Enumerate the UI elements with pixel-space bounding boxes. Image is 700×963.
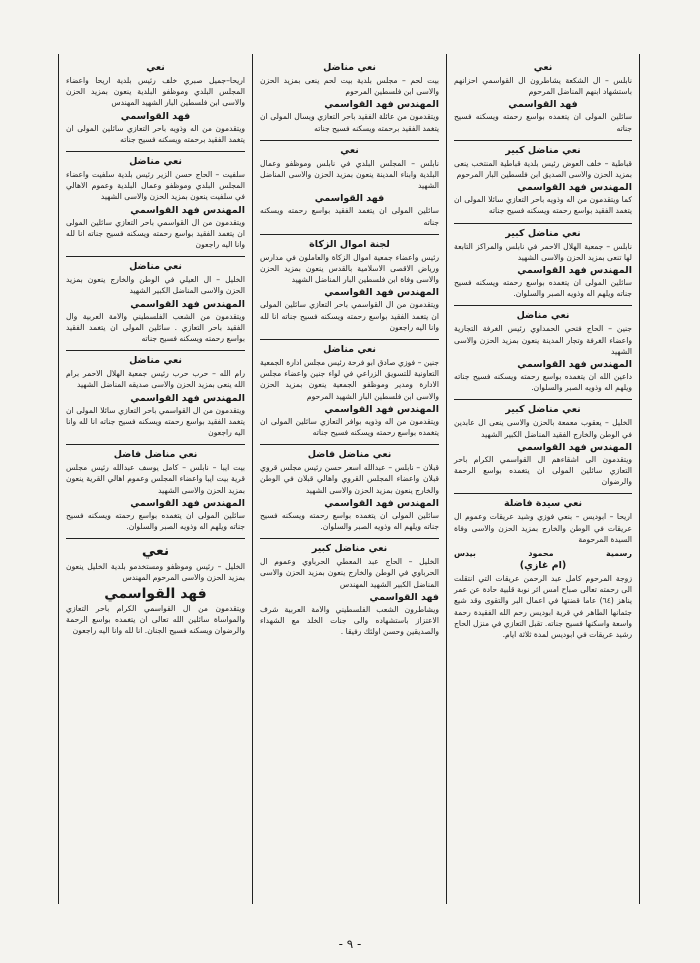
notice-signature: المهندس فهد القواسمي <box>130 298 245 310</box>
notice-text: الخليل – رئيس وموظفو ومستخدمو بلدية الخليل ينعون بمزيد الحزن والاسى المرحوم المهندس <box>66 562 245 583</box>
column-left <box>58 54 252 904</box>
notice <box>260 449 439 532</box>
notice-signature: المهندس فهد القواسمي <box>517 182 632 194</box>
notice-signature: المهندس فهد القواسمي <box>324 403 439 415</box>
notice-heading: نعي <box>146 62 165 73</box>
notice-closing: ويتقدمون من ال القواسمي الكرام باحر التعازي والمواساة سائلين الله تعالى ان يتغمده بواسع الرحمة والرضوان ويسكنه فسيح الجنان. انا لله وانا اليه راجعون <box>66 603 245 636</box>
divider <box>66 256 245 257</box>
notice <box>66 156 245 250</box>
divider <box>260 444 439 445</box>
notice <box>454 145 632 217</box>
notice-heading: نعي مناضل <box>129 261 182 273</box>
notice-heading: نعي مناضل فاضل <box>307 449 392 461</box>
notice-signature: فهد القواسمي <box>120 110 191 122</box>
notice-closing: سائلين المولى ان يتغمد الفقيد بواسع رحمته ويسكنه جناته <box>260 206 439 227</box>
notice-heading: نعي مناضل فاضل <box>113 449 198 461</box>
notice <box>454 498 632 640</box>
notice-heading: نعي مناضل <box>516 310 570 322</box>
notice-signature: المهندس فهد القواسمي <box>130 497 245 509</box>
notice <box>66 62 245 145</box>
notice-text: نابلس – جمعية الهلال الاحمر في نابلس والمراكز التابعة لها تنعى بمزيد الحزن والاسى الشهيد <box>454 241 632 262</box>
notice-text: نابلس – المجلس البلدي في نابلس وموظفو وعمال البلدية وابناء المدينة ينعون بمزيد الحزن والاسى المناضل الشهيد <box>260 158 439 191</box>
divider <box>454 399 632 400</box>
notice-text: الخليل – الحاج عبد المعطي الحرباوي وعموم ال الحرباوي في الوطن والخارج ينعون بمزيد الحزن والاسى المناضل الكبير الشهيد المهندس <box>260 557 439 589</box>
name-part: بيدس <box>454 549 476 559</box>
notice-heading: نعي مناضل <box>129 355 182 367</box>
name-part: محمود <box>528 549 554 559</box>
notice <box>66 261 245 344</box>
divider <box>260 339 439 340</box>
divider <box>454 140 632 141</box>
columns <box>58 54 640 904</box>
notice-signature: المهندس فهد القواسمي <box>517 359 632 371</box>
notice-signature: المهندس فهد القواسمي <box>517 441 632 453</box>
notice-closing: سائلين المولى ان يتغمده بواسع رحمته ويسكنه فسيح جناته ويلهم اله وذويه الصبر والسلوان. <box>454 278 632 299</box>
divider <box>260 234 439 235</box>
divider <box>260 538 439 539</box>
notice <box>260 344 439 438</box>
notice <box>66 543 245 636</box>
notice-text: اريحا – ابوديس – بنعي فوزي وشيد عريقات وعموم ال عريقات في الوطن والخارج بمزيد الحزن والاسى وفاة السيدة المرحومة <box>454 512 632 544</box>
notice-text: رئيس واعضاء جمعية اموال الزكاة والعاملون في مدارس ورياض الاقصى الاسلامية بالقدس ينعون بمزيد الحزن والاسى وفاة ابن فلسطين البار المناضل الشهيد <box>260 252 439 285</box>
notice <box>454 404 632 487</box>
notice-closing: كما ويتقدمون من اله وذويه باحر التعازي سائلا المولى ان يتغمد الفقيد بواسع رحمته ويسكنه فسيح جناته <box>454 195 632 216</box>
notice-closing: سائلين المولى ان يتغمده بواسع رحمته ويسكنه فسيح جناته ويلهم اله وذويه الصبر والسلوان. <box>260 510 439 532</box>
divider <box>66 350 245 351</box>
notice-closing: ويتقدمون من ال القواسمي باحر التعازي سائلين المولى ان يتغمد الفقيد بواسع رحمته ويسكنه فسيح جناته انا لله وانا اليه راجعون <box>66 217 245 250</box>
notice-text: رام الله – حرب حرب رئيس جمعية الهلال الاحمر برام الله ينعى بمزيد الحزن والاسى صديقه المناضل الشهيد <box>66 369 245 390</box>
column-middle <box>252 54 446 904</box>
notice-closing: ويشاطرون الشعب الفلسطيني والامة العربية شرف الاعتزاز باستشهاده والى جنات الخلد مع الشهداء والصديقين وحسن اولئك رفيقا . <box>260 604 439 637</box>
notice-heading: نعي <box>141 543 170 560</box>
divider <box>454 223 632 224</box>
notice-heading: نعي سيدة فاضلة <box>503 498 583 510</box>
notice-signature: المهندس فهد القواسمي <box>517 265 632 277</box>
notice-signature: المهندس فهد القواسمي <box>130 392 245 404</box>
notice <box>260 543 439 637</box>
notice-signature: فهد القواسمي <box>314 193 385 205</box>
notice-signature: المهندس فهد القواسمي <box>130 204 245 216</box>
notice-text: اريحا–جميل صبري خلف رئيس بلدية اريحا واعضاء المجلس البلدي وموظفو البلدية ينعون بمزيد الحزن والاسى ابن فلسطين البار الشهيد المهندس <box>66 76 245 108</box>
notice-text: قبلان – نابلس – عبدالله اسعر حسن رئيس مجلس قروي قبلان واعضاء المجلس القروي واهالي قبلان في الوطن والخارج ينعون بمزيد الحزن والاسى الشهيد <box>260 463 439 495</box>
notice-closing: ويتقدمون من اله وذويه بوافر التعازي سائلين المولى ان يتغمده بواسع رحمته ويسكنه فسيح جناته <box>260 416 439 438</box>
notice-closing: سائلين المولى ان يتغمده بواسع رحمته ويسكنه فسيح جناته <box>454 112 632 133</box>
notice-signature: المهندس فهد القواسمي <box>324 287 439 299</box>
notice-heading: نعي مناضل <box>323 344 376 356</box>
deceased-name <box>454 549 632 558</box>
notice <box>454 62 632 134</box>
notice-heading: لجنة اموال الزكاة <box>309 238 390 250</box>
name-part: رسمية <box>606 549 632 559</box>
divider <box>66 444 245 445</box>
notice-text: بيت ايبا – نابلس – كامل يوسف عبدالله رئيس مجلس قرية بيت ايبا واعضاء المجلس وعموم اهالي القرية ينعون بمزيد الحزن والاسى الشهيد <box>66 463 245 495</box>
notice-heading: نعي <box>533 62 553 73</box>
notice-signature: فهد القواسمي <box>104 585 207 602</box>
notice <box>260 145 439 228</box>
column-right <box>446 54 640 904</box>
divider <box>260 140 439 141</box>
notice-signature: فهد القواسمي <box>508 99 578 111</box>
notice-text: جنين – الحاج فتحي الحمداوي رئيس الغرفة التجارية واعضاء الغرفة وتجار المدينة ينعون بمزيد الحزن والاسى الشهيد <box>454 324 632 356</box>
notice <box>454 228 632 300</box>
notice <box>260 239 439 333</box>
notice-closing: داعين الله ان يتغمده بواسع رحمته ويسكنه فسيح جناته ويلهم اله وذويه الصبر والسلوان. <box>454 372 632 393</box>
deceased-kunya: (ام غازي) <box>519 560 567 572</box>
notice-closing: سائلين المولى ان يتغمده بواسع رحمته ويسكنه فسيح جناته ويلهم اله وذويه الصبر والسلوان. <box>66 510 245 532</box>
notice-heading: نعي <box>340 144 359 156</box>
notice-closing: ويتقدمون من الشعب الفلسطيني والامة العربية وال الفقيد باحر التعازي . سائلين المولى ان يتغمد الفقيد بواسع رحمته ويسكنه فسيح جناته <box>66 311 245 344</box>
notice-heading: نعي مناضل <box>323 62 376 73</box>
notice-closing: ويتقدمون الى اشقاءهم ال القواسمي الكرام باحر التعازي سائلين المولى ان يتغمده بواسع الرحمة والرضوان <box>454 454 632 487</box>
notice <box>260 62 439 134</box>
notice-text: بيت لحم – مجلس بلدية بيت لحم ينعى بمزيد الحزن والاسى ابن فلسطين المرحوم <box>260 76 439 97</box>
notice-heading: نعي مناضل كبير <box>505 227 581 239</box>
notice-text: الخليل – ال العيلي في الوطن والخارج ينعون بمزيد الحزن والاسى المناضل الكبير الشهيد <box>66 275 245 296</box>
notice-signature: فهد القواسمي <box>369 591 439 603</box>
notice <box>66 355 245 438</box>
deceased-bio: زوجة المرحوم كامل عبد الرحمن عريقات التي انتقلت الى رحمته تعالى صباح امس اثر نوبة قلبية حادة عن عمر يناهز (٦٤) عاما قضتها في اعمال البر والتقوى وقد شيع جثمانها الطاهر في قرية ابوديس رحم الله الفقيدة رحمة واسعة واسكنها فسيح جناته. تقبل التعازي في منزل الحاج رشيد عريقات في ابوديس لمدة ثلاثة ايام. <box>454 574 632 640</box>
notice-heading: نعي مناضل كبير <box>505 144 581 156</box>
divider <box>66 151 245 152</box>
notice-heading: نعي مناضل كبير <box>311 543 388 555</box>
notice-heading: نعي مناضل كبير <box>505 404 581 416</box>
notice-closing: ويتقدمون من عائلة الفقيد باحر التعازي ويسال المولى ان يتغمد الفقيد برحمته ويسكنه فسيح جناته <box>260 112 439 133</box>
notice-text: جنين – فوزي صادق ابو فرحة رئيس مجلس ادارة الجمعية التعاونية للتسويق الزراعي في لواء جنين واعضاء مجلس الادارة ومدير وموظفو الجمعية ينعون بمزيد الحزن والاسى ابن فلسطين البار الشهيد المرحوم <box>260 358 439 401</box>
newspaper-page <box>58 54 640 934</box>
divider <box>454 305 632 306</box>
notice-signature: المهندس فهد القواسمي <box>324 497 439 509</box>
notice-text: سلفيت – الحاج حسن الزير رئيس بلدية سلفيت واعضاء المجلس البلدي وموظفو وعمال البلدية وعموم الاهالي في سلفيت ينعون بمزيد الحزن والاسى الشهيد <box>66 170 245 202</box>
notice-heading: نعي مناضل <box>129 156 182 168</box>
notice-closing: ويتقدمون من ال القواسمي باحر التعازي سائلا المولى ان يتغمد الفقيد بواسع رحمته ويسكنه فسيح جناته انا لله وانا اليه راجعون <box>66 405 245 438</box>
page-number: - ٩ - <box>338 937 362 951</box>
notice-text: قباطية – خلف العوض رئيس بلدية قباطية المنتخب ينعى بمزيد الحزن والاسى الصديق ابن فلسطين البار المرحوم <box>454 158 632 180</box>
notice-text: الخليل – يعقوب معمعة بالحزن والاسى ينعى ال عابدين في الوطن والخارج الفقيد المناضل الكبير الشهيد <box>454 418 632 439</box>
divider <box>66 538 245 539</box>
divider <box>454 493 632 494</box>
notice-closing: ويتقدمون من ال القواسمي باحر التعازي سائلين المولى ان يتغمد الفقيد بواسع رحمته ويسكنه فسيح جناته انا لله وانا اليه راجعون <box>260 300 439 332</box>
notice-signature: المهندس فهد القواسمي <box>324 99 439 111</box>
notice <box>66 449 245 532</box>
notice-closing: ويتقدمون من اله وذويه باحر التعازي سائلين المولى ان يتغمد الفقيد برحمته ويسكنه فسيح جناته <box>66 123 245 144</box>
notice <box>454 310 632 393</box>
notice-text: نابلس – ال الشكعة يشاطرون ال القواسمي احزانهم باستشهاد ابنهم المناضل المرحوم <box>454 76 632 97</box>
